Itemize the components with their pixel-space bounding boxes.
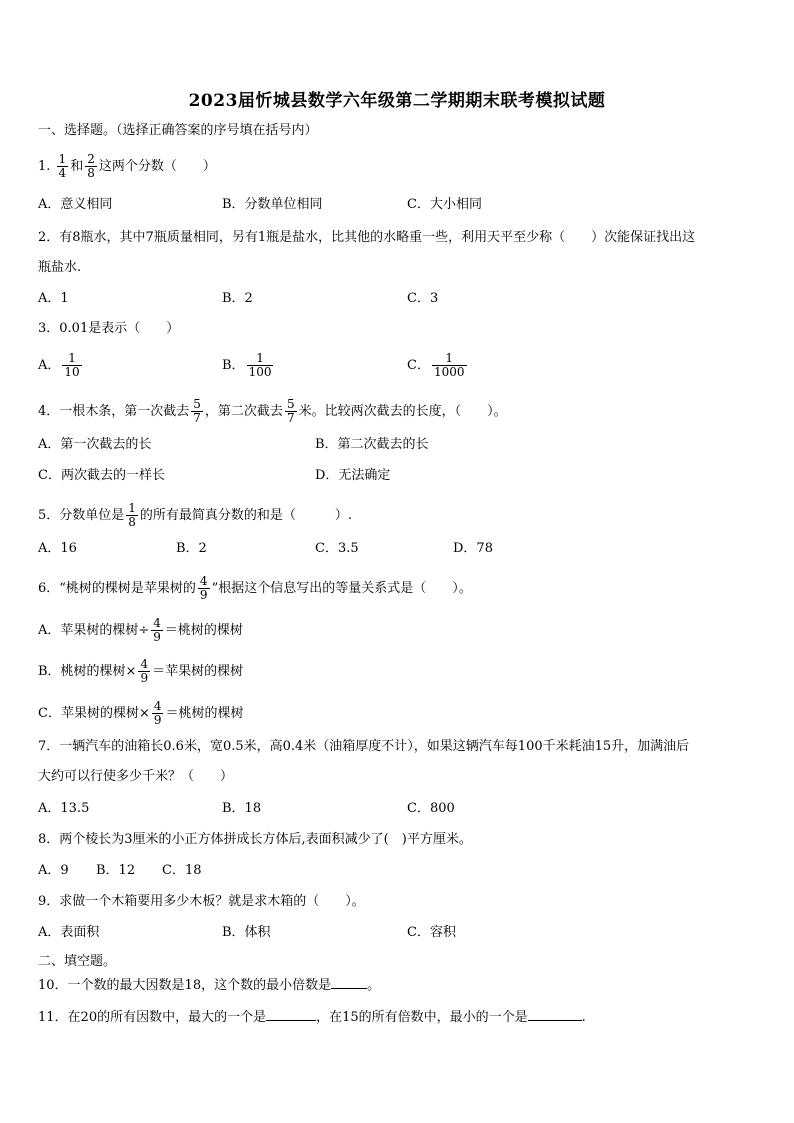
question-8: 8．两个棱长为3厘米的小正方体拼成长方体后,表面积减少了( )平方厘米。 [38,832,472,847]
option-a: A．1 [38,291,69,306]
fraction: $\frac{4}{9}$ [199,574,208,602]
fraction: $\frac{2}{8}$ [87,152,95,180]
option-b: B．18 [222,801,262,816]
question-2-line2: 瓶盐水. [38,260,82,275]
option-a: A．9 [38,863,69,878]
fraction: $\frac{4}{9}$ [140,657,149,685]
option-c: C．18 [162,863,202,878]
fraction: $\frac{1}{1000}$ [433,351,465,379]
option-a: A．第一次截去的长 [38,437,152,452]
question-5: 5．分数单位是 $\frac{1}{8}$ 的所有最简真分数的和是（ ）. [38,501,353,529]
option-c: C．容积 [407,925,456,940]
option-c: C．苹果树的棵树× $\frac{4}{9}$ ＝桃树的棵树 [38,699,244,727]
question-6: 6．“桃树的棵树是苹果树的 $\frac{4}{9}$ ”根据这个信息写出的等量关系式是（ ）。 [38,574,472,602]
option-a: A． $\frac{1}{10}$ [38,351,80,379]
question-1: 1. $\frac{1}{4}$ 和 $\frac{2}{8}$ 这两个分数（ ） [38,152,216,180]
option-c: C．两次截去的一样长 [38,468,165,483]
section-heading-fill: 二、填空题。 [38,954,117,969]
option-c: C．大小相同 [407,197,482,212]
question-3: 3．0.01是表示（ ） [38,321,180,336]
option-b: B．分数单位相同 [222,197,323,212]
option-c: C．3 [407,291,439,306]
option-c: C．800 [407,801,455,816]
option-b: B． $\frac{1}{100}$ [222,351,272,379]
question-9: 9．求做一个木箱要用多少木板？就是求木箱的（ ）。 [38,894,365,909]
question-10: 10．一个数的最大因数是18，这个数的最小倍数是 。 [38,978,381,993]
question-11: 11．在20的所有因数中，最大的一个是 ，在15的所有倍数中，最小的一个是 . [38,1010,586,1025]
option-b: B．2 [222,291,253,306]
question-4: 4．一根木条，第一次截去 $\frac{5}{7}$ ，第二次截去 $\frac{5}{7}$ 米。比较两次截去的长度，（ ）。 [38,397,507,425]
fraction: $\frac{1}{10}$ [64,351,80,379]
section-heading-choice: 一、选择题。（选择正确答案的序号填在括号内） [38,123,318,138]
fraction: $\frac{5}{7}$ [286,397,295,425]
option-a: A．13.5 [38,801,90,816]
option-b: B．桃树的棵树× $\frac{4}{9}$ ＝苹果树的棵树 [38,657,244,685]
fraction: $\frac{1}{4}$ [58,152,67,180]
question-7-line1: 7．一辆汽车的油箱长0.6米，宽0.5米，高0.4米（油箱厚度不计），如果这辆汽车每100千米耗油15升，加满油后 [38,739,690,754]
page-title: 2023届忻城县数学六年级第二学期期末联考模拟试题 [188,91,606,111]
answer-blank[interactable] [331,976,367,989]
fraction: $\frac{5}{7}$ [193,397,201,425]
option-b: B．第二次截去的长 [315,437,429,452]
option-a: A．苹果树的棵树÷ $\frac{4}{9}$ ＝桃树的棵树 [38,616,243,644]
option-a: A．表面积 [38,925,100,940]
option-d: D．78 [453,541,493,556]
fraction: $\frac{4}{9}$ [153,616,161,644]
option-b: B．2 [176,541,207,556]
fraction: $\frac{4}{9}$ [153,699,162,727]
answer-blank[interactable] [266,1008,316,1021]
option-d: D．无法确定 [315,468,391,483]
question-2-line1: 2．有8瓶水，其中7瓶质量相同，另有1瓶是盐水，比其他的水略重一些，利用天平至少称（ ）次能保证找出这 [38,230,696,245]
option-c: C． $\frac{1}{1000}$ [407,351,465,379]
option-c: C．3.5 [315,541,359,556]
fraction: $\frac{1}{100}$ [248,351,272,379]
answer-blank[interactable] [528,1008,582,1021]
option-b: B．12 [96,863,136,878]
option-a: A．16 [38,541,77,556]
option-b: B．体积 [222,925,271,940]
fraction: $\frac{1}{8}$ [128,501,136,529]
question-7-line2: 大约可以行使多少千米？（ ） [38,769,234,784]
option-a: A．意义相同 [38,197,113,212]
